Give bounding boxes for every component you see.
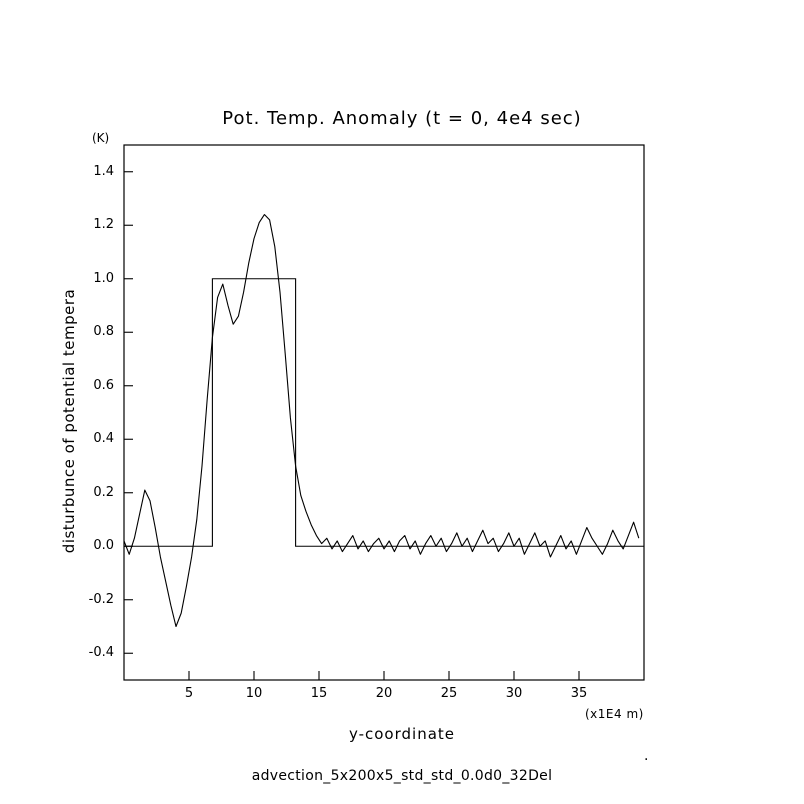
y-tick-label: 0.2: [93, 484, 114, 500]
x-tick-label: 35: [570, 686, 588, 701]
plot-frame: [124, 145, 644, 680]
y-axis-ticks: [124, 172, 133, 654]
y-tick-label: 1.4: [93, 163, 114, 179]
caption-dot: .: [644, 748, 649, 764]
x-tick-label: 25: [440, 686, 458, 701]
x-axis-unit-label: (x1E4 m): [585, 707, 644, 721]
x-tick-label: 15: [310, 686, 328, 701]
x-axis-ticks: [189, 671, 579, 680]
x-tick-label: 30: [505, 686, 523, 701]
y-tick-label: 0.4: [93, 431, 114, 447]
x-tick-label: 20: [375, 686, 393, 701]
y-tick-label: 1.0: [93, 270, 114, 286]
y-tick-label: 0.6: [93, 377, 114, 393]
chart-title: Pot. Temp. Anomaly (t = 0, 4e4 sec): [222, 108, 582, 129]
chart-caption: advection_5x200x5_std_std_0.0d0_32Del: [251, 768, 553, 784]
series-numerical-solution: [124, 215, 639, 627]
y-tick-label: 1.2: [93, 217, 114, 233]
y-axis-label: disturbunce of potential tempera: [60, 288, 78, 554]
y-tick-label: 0.8: [93, 324, 114, 340]
y-tick-label: 0.0: [93, 538, 114, 554]
y-axis-unit-label: (K): [92, 131, 110, 145]
x-tick-label: 10: [245, 686, 263, 701]
series-reference-square-wave: [124, 279, 644, 547]
y-tick-label: -0.2: [88, 591, 114, 607]
x-tick-label: 5: [184, 686, 194, 701]
x-axis-label: y-coordinate: [348, 725, 456, 743]
y-tick-label: -0.4: [88, 645, 114, 661]
